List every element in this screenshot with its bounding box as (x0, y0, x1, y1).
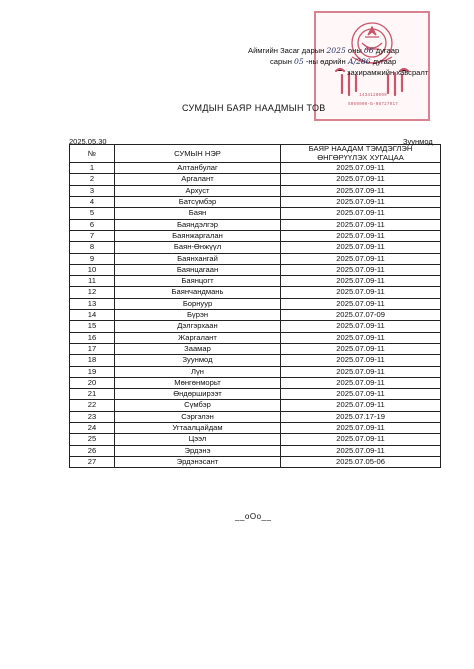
table-header-row (70, 145, 441, 163)
approval-line-3: захирамжийн хавсралт (347, 68, 429, 77)
district-name: Алтанбулаг (115, 163, 281, 174)
district-name: Баянчандмань (115, 287, 281, 298)
table-row (70, 445, 441, 456)
table-row (70, 242, 441, 253)
district-name: Сүмбэр (115, 400, 281, 411)
district-name: Баянцагаан (115, 264, 281, 275)
row-number: 14 (70, 310, 115, 321)
table-row (70, 456, 441, 467)
festival-date: 2025.07.09-11 (281, 174, 441, 185)
table-row (70, 264, 441, 275)
table-row (70, 197, 441, 208)
table-row (70, 400, 441, 411)
table-row (70, 321, 441, 332)
row-number: 3 (70, 185, 115, 196)
table-row (70, 208, 441, 219)
document-date: 2025.05.30 (69, 137, 107, 146)
district-name: Архуст (115, 185, 281, 196)
district-name: Баян-Өнжүүл (115, 242, 281, 253)
table-row (70, 423, 441, 434)
district-name: Жаргалант (115, 332, 281, 343)
festival-date: 2025.07.05-06 (281, 456, 441, 467)
district-name: Лүн (115, 366, 281, 377)
document-end-mark: __oOo__ (235, 512, 272, 521)
row-number: 13 (70, 298, 115, 309)
festival-date: 2025.07.07-09 (281, 310, 441, 321)
stamp-code-1: 1434120009 (359, 93, 387, 98)
row-number: 26 (70, 445, 115, 456)
approval-text: Аймгийн Засаг дарын (248, 46, 325, 55)
district-name: Сэргэлэн (115, 411, 281, 422)
table-row (70, 434, 441, 445)
festival-date: 2025.07.09-11 (281, 197, 441, 208)
festival-date: 2025.07.09-11 (281, 298, 441, 309)
handwritten-decree-number: А/286 (347, 57, 371, 66)
festival-date: 2025.07.09-11 (281, 355, 441, 366)
festival-date: 2025.07.09-11 (281, 389, 441, 400)
table-row (70, 287, 441, 298)
stamp-code-2: 5050000-Б-08727017 (347, 102, 398, 107)
row-number: 10 (70, 264, 115, 275)
district-name: Зуунмод (115, 355, 281, 366)
district-name: Баян (115, 208, 281, 219)
approval-text: оны (347, 46, 362, 55)
table-row (70, 219, 441, 230)
festival-date: 2025.07.09-11 (281, 366, 441, 377)
handwritten-day: 05 (294, 57, 304, 66)
approval-text: -ны өдрийн (305, 57, 346, 66)
table-row (70, 411, 441, 422)
festival-date: 2025.07.09-11 (281, 264, 441, 275)
festival-date: 2025.07.09-11 (281, 377, 441, 388)
district-name: Цээл (115, 434, 281, 445)
district-name: Эрдэнэсант (115, 456, 281, 467)
district-name: Баяндэлгэр (115, 219, 281, 230)
festival-date: 2025.07.09-11 (281, 321, 441, 332)
district-name: Угтаалцайдам (115, 423, 281, 434)
row-number: 23 (70, 411, 115, 422)
row-number: 21 (70, 389, 115, 400)
row-number: 11 (70, 276, 115, 287)
table-row (70, 343, 441, 354)
approval-line-2 (270, 57, 470, 67)
festival-date: 2025.07.09-11 (281, 287, 441, 298)
festival-date: 2025.07.09-11 (281, 400, 441, 411)
row-number: 19 (70, 366, 115, 377)
row-number: 20 (70, 377, 115, 388)
row-number: 9 (70, 253, 115, 264)
table-row (70, 174, 441, 185)
festival-date: 2025.07.09-11 (281, 219, 441, 230)
table-row (70, 185, 441, 196)
district-name: Баянцогт (115, 276, 281, 287)
row-number: 17 (70, 343, 115, 354)
row-number: 2 (70, 174, 115, 185)
table-row (70, 276, 441, 287)
festival-date: 2025.07.09-11 (281, 242, 441, 253)
festival-date: 2025.07.09-11 (281, 434, 441, 445)
row-number: 18 (70, 355, 115, 366)
page-title: СУМДЫН БАЯР НААДМЫН ТОВ (182, 103, 326, 113)
approval-text: дугаар (375, 46, 400, 55)
district-name: Баянжаргалан (115, 230, 281, 241)
handwritten-year: 2025 (326, 46, 346, 55)
row-number: 27 (70, 456, 115, 467)
table-row (70, 377, 441, 388)
row-number: 25 (70, 434, 115, 445)
district-name: Дэлгэрхаан (115, 321, 281, 332)
festival-schedule-table (69, 144, 441, 468)
district-name: Батсүмбэр (115, 197, 281, 208)
row-number: 15 (70, 321, 115, 332)
district-name: Өндөрширээт (115, 389, 281, 400)
district-name: Борнуур (115, 298, 281, 309)
header-date (281, 145, 441, 163)
approval-text: сарын (270, 57, 292, 66)
festival-date: 2025.07.09-11 (281, 230, 441, 241)
district-name: Заамар (115, 343, 281, 354)
district-name: Бүрэн (115, 310, 281, 321)
district-name: Мөнгөнморьт (115, 377, 281, 388)
table-row (70, 230, 441, 241)
district-name: Аргалант (115, 174, 281, 185)
header-name: СУМЫН НЭР (115, 145, 281, 163)
table-row (70, 163, 441, 174)
header-date-line-1: БАЯР НААДАМ ТЭМДЭГЛЭН (308, 144, 413, 153)
festival-date: 2025.07.09-11 (281, 185, 441, 196)
festival-date: 2025.07.09-11 (281, 343, 441, 354)
festival-date: 2025.07.09-11 (281, 163, 441, 174)
festival-date: 2025.07.09-11 (281, 445, 441, 456)
header-date-line-2: ӨНГӨРҮҮЛЭХ ХУГАЦАА (317, 152, 404, 162)
district-name: Баянхангай (115, 253, 281, 264)
header-number: № (70, 145, 115, 163)
row-number: 8 (70, 242, 115, 253)
table-row (70, 298, 441, 309)
row-number: 1 (70, 163, 115, 174)
row-number: 16 (70, 332, 115, 343)
festival-date: 2025.07.09-11 (281, 423, 441, 434)
row-number: 5 (70, 208, 115, 219)
table-row (70, 310, 441, 321)
document-place: Зуунмод (403, 137, 433, 146)
approval-line-1 (248, 46, 448, 56)
row-number: 4 (70, 197, 115, 208)
table-row (70, 253, 441, 264)
festival-date: 2025.07.09-11 (281, 332, 441, 343)
table-row (70, 332, 441, 343)
row-number: 12 (70, 287, 115, 298)
table-row (70, 355, 441, 366)
approval-text: дугаар (372, 57, 397, 66)
festival-date: 2025.07.09-11 (281, 208, 441, 219)
district-name: Эрдэнэ (115, 445, 281, 456)
row-number: 22 (70, 400, 115, 411)
row-number: 7 (70, 230, 115, 241)
festival-date: 2025.07.17-19 (281, 411, 441, 422)
festival-date: 2025.07.09-11 (281, 276, 441, 287)
row-number: 6 (70, 219, 115, 230)
row-number: 24 (70, 423, 115, 434)
table-row (70, 366, 441, 377)
table-row (70, 389, 441, 400)
festival-date: 2025.07.09-11 (281, 253, 441, 264)
handwritten-month: 06 (363, 46, 374, 55)
